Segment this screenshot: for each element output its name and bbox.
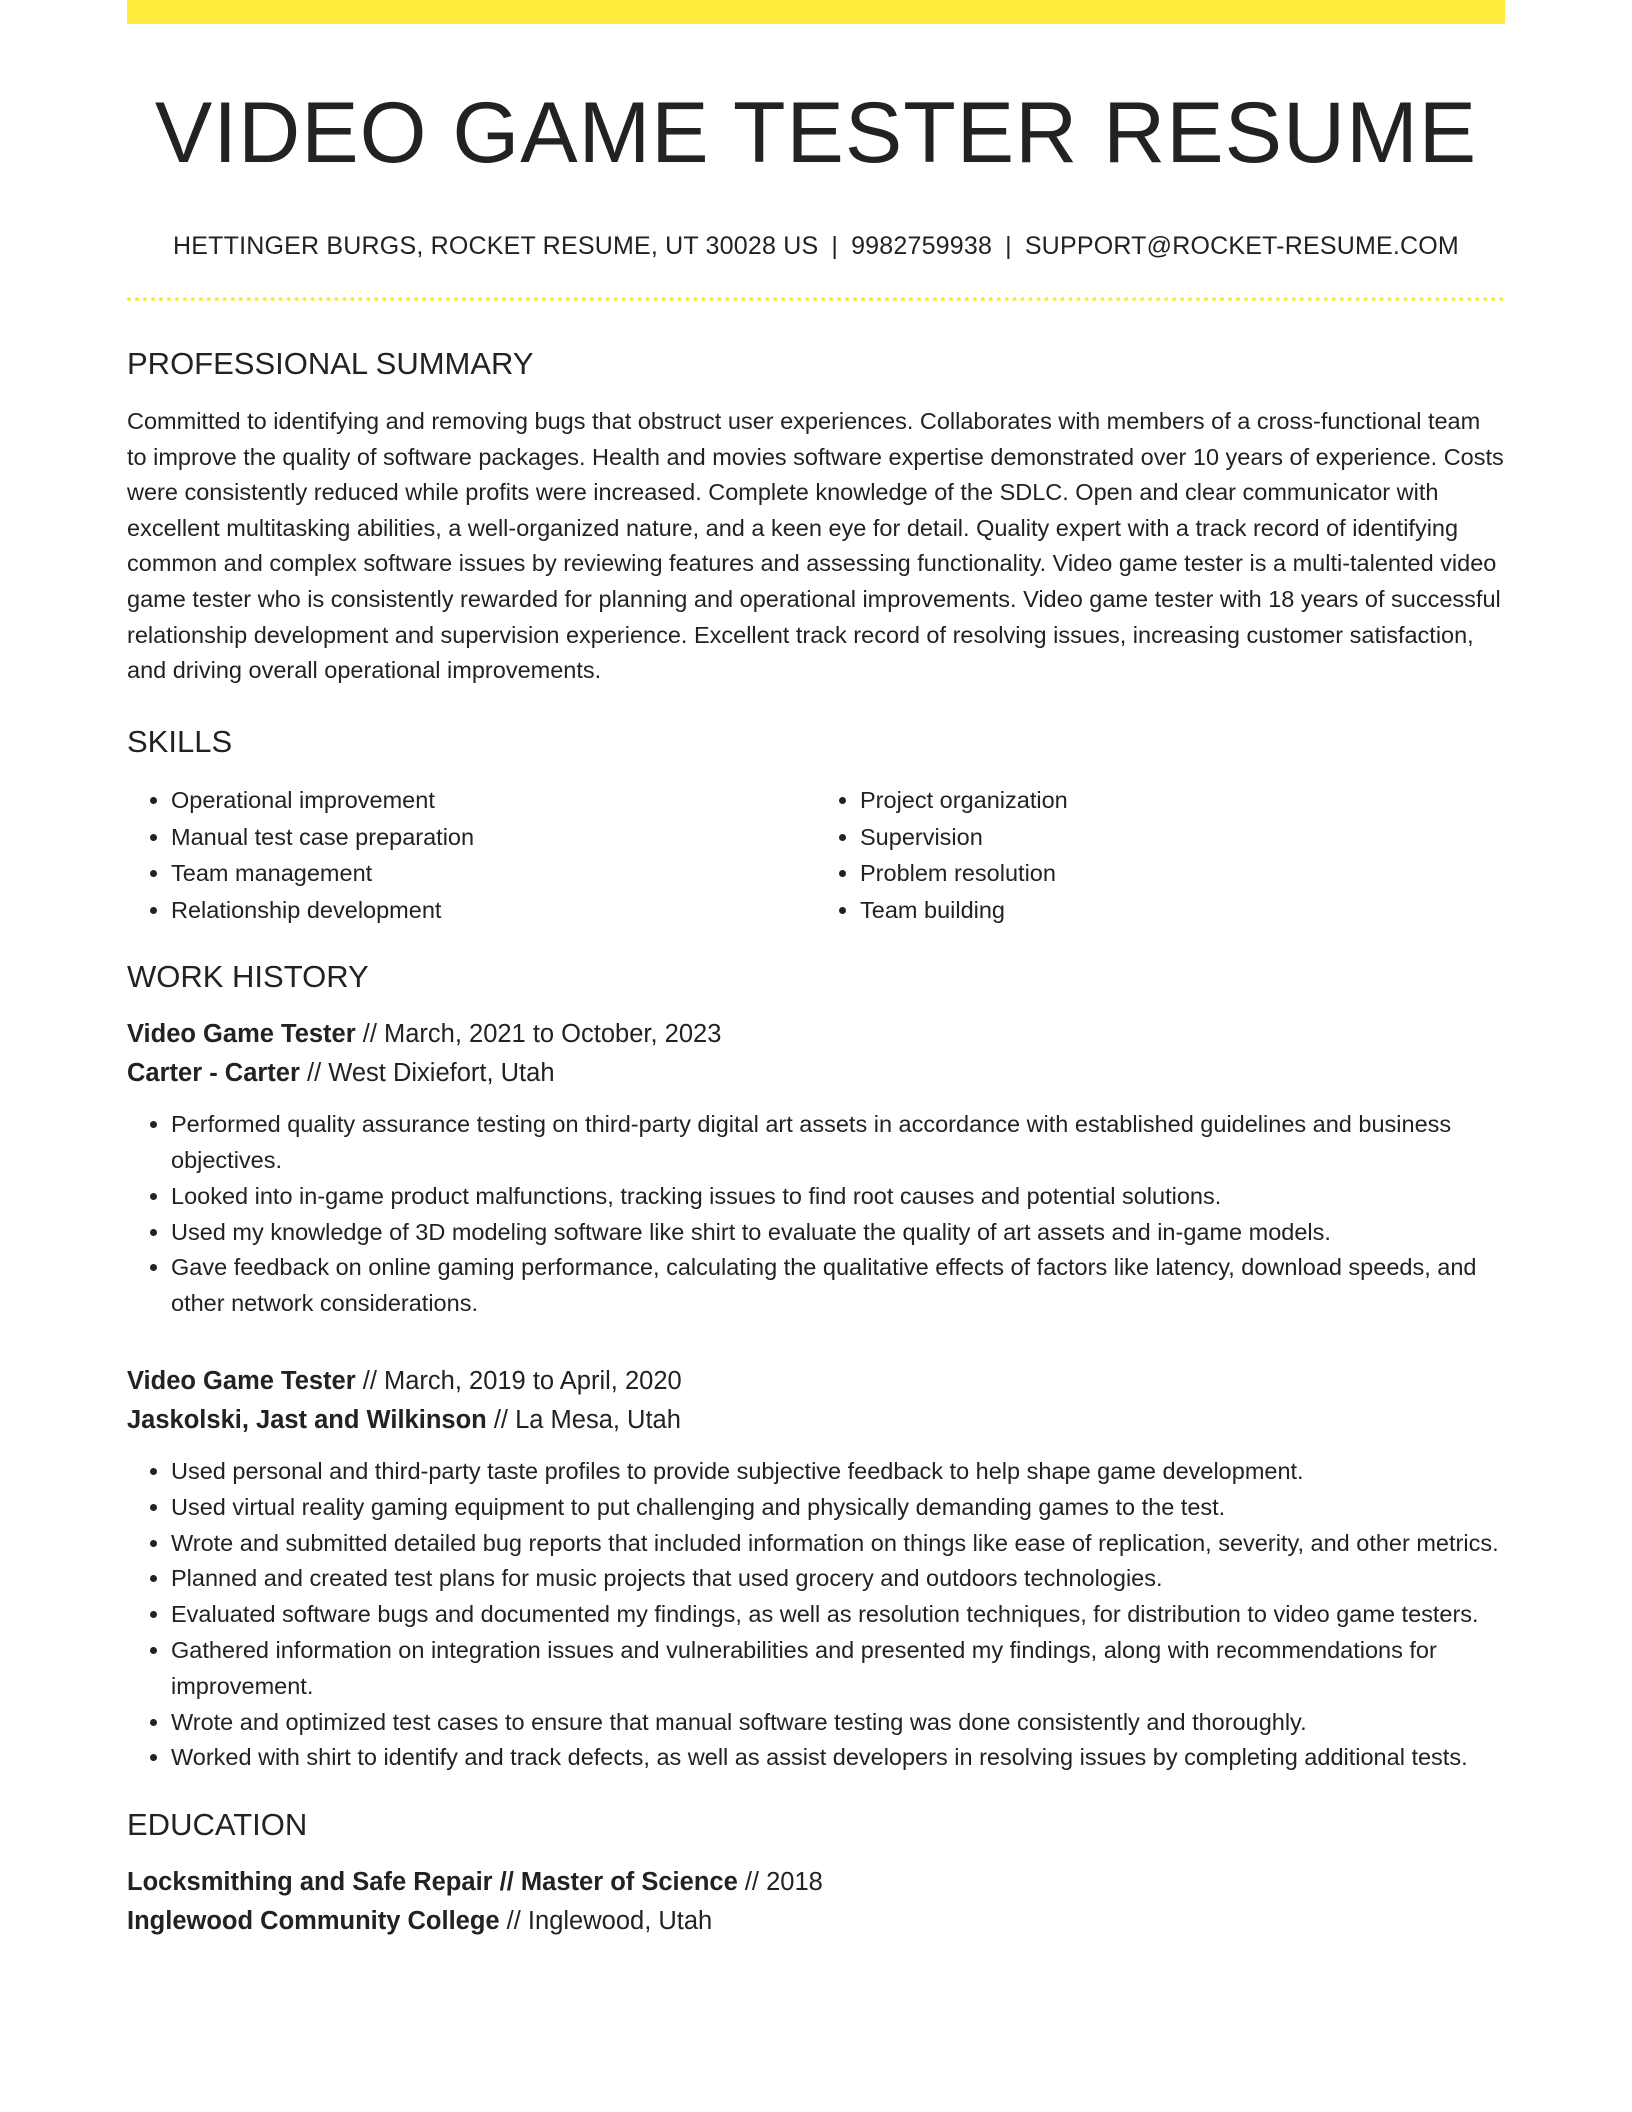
education-degree: Locksmithing and Safe Repair // Master of Science	[127, 1868, 738, 1897]
job-bullet: • Evaluated software bugs and documented my findings, as well as resolution techniques, for distribution to video game testers.	[171, 1597, 1505, 1633]
skill-item: • Operational improvement	[171, 782, 816, 819]
skill-item: • Relationship development	[171, 892, 816, 929]
job-company: Jaskolski, Jast and Wilkinson	[127, 1405, 487, 1434]
skill-item: • Team building	[860, 892, 1505, 929]
education-heading: EDUCATION	[127, 1807, 308, 1843]
education-degree-line	[127, 1863, 1505, 1902]
job-company: Carter - Carter	[127, 1059, 300, 1088]
job-company-line	[127, 1401, 1505, 1440]
skills-list	[127, 782, 1505, 928]
job-title: Video Game Tester	[127, 1366, 356, 1395]
job-bullet: • Worked with shirt to identify and track defects, as well as assist developers in resolving issues by completing additional tests.	[171, 1740, 1505, 1776]
skills-heading: SKILLS	[127, 723, 233, 759]
job-bullet: • Wrote and optimized test cases to ensure that manual software testing was done consistently and thoroughly.	[171, 1705, 1505, 1741]
skills-column-right	[816, 782, 1505, 928]
job-entry	[127, 1362, 1505, 1776]
job-company-line	[127, 1054, 1505, 1093]
job-bullet: • Planned and created test plans for music projects that used grocery and outdoors technologies.	[171, 1561, 1505, 1597]
skill-item: • Problem resolution	[860, 855, 1505, 892]
job-dates: // March, 2021 to October, 2023	[355, 1020, 722, 1049]
skill-item: • Supervision	[860, 819, 1505, 856]
job-bullet: • Performed quality assurance testing on third-party digital art assets in accordance with established guidelines and business objectives.	[171, 1107, 1505, 1179]
job-bullet: • Looked into in-game product malfunctions, tracking issues to find root causes and potential solutions.	[171, 1179, 1505, 1215]
resume-title: VIDEO GAME TESTER RESUME	[154, 85, 1478, 181]
job-bullet: • Gathered information on integration issues and vulnerabilities and presented my findings, along with recommendations for improvement.	[171, 1633, 1505, 1705]
job-entry	[127, 1015, 1505, 1322]
skill-item: • Team management	[171, 855, 816, 892]
contact-separator: |	[1005, 231, 1012, 260]
education-school: Inglewood Community College	[127, 1907, 500, 1936]
skills-column-left	[127, 782, 816, 928]
job-location: // La Mesa, Utah	[486, 1405, 681, 1434]
job-bullets	[127, 1107, 1505, 1322]
skill-item: • Manual test case preparation	[171, 819, 816, 856]
dotted-divider	[127, 297, 1505, 301]
job-bullet: • Used personal and third-party taste profiles to provide subjective feedback to help shape game development.	[171, 1454, 1505, 1490]
job-bullet: • Used virtual reality gaming equipment to put challenging and physically demanding games to the test.	[171, 1490, 1505, 1526]
job-title-line	[127, 1015, 1505, 1054]
contact-address: HETTINGER BURGS, ROCKET RESUME, UT 30028 US	[173, 231, 819, 260]
summary-heading: PROFESSIONAL SUMMARY	[127, 345, 534, 381]
contact-email: SUPPORT@ROCKET-RESUME.COM	[1024, 231, 1459, 260]
top-accent-bar	[127, 0, 1505, 24]
education-entry	[127, 1863, 1505, 1941]
job-title: Video Game Tester	[127, 1020, 356, 1049]
work-heading: WORK HISTORY	[127, 959, 369, 995]
contact-phone: 9982759938	[851, 231, 993, 260]
contact-separator: |	[831, 231, 839, 260]
job-title-line	[127, 1362, 1505, 1401]
education-school-line	[127, 1902, 1505, 1941]
education-year: // 2018	[737, 1868, 823, 1897]
job-bullets	[127, 1454, 1505, 1776]
job-bullet: • Used my knowledge of 3D modeling software like shirt to evaluate the quality of art assets and in-game models.	[171, 1215, 1505, 1251]
job-location: // West Dixiefort, Utah	[299, 1059, 555, 1088]
job-bullet: • Gave feedback on online gaming performance, calculating the qualitative effects of factors like latency, download speeds, and other network considerations.	[171, 1250, 1505, 1322]
summary-text: Committed to identifying and removing bugs that obstruct user experiences. Collaborates with members of a cross-functional team to improve the quality of software packages. Health and movies software expertise demonstrated over 10 years of experience. Costs were consistently reduced while profits were increased. Complete knowledge of the SDLC. Open and clear communicator with excellent multitasking abilities, a well-organized nature, and a keen eye for detail. Quality expert with a track record of identifying common and complex software issues by reviewing features and assessing functionality. Video game tester is a multi-talented video game tester who is consistently rewarded for planning and operational improvements. Video game tester with 18 years of successful relationship development and supervision experience. Excellent track record of resolving issues, increasing customer satisfaction, and driving overall operational improvements.	[127, 408, 1504, 684]
job-dates: // March, 2019 to April, 2020	[355, 1366, 682, 1395]
skill-item: • Project organization	[860, 782, 1505, 819]
job-bullet: • Wrote and submitted detailed bug reports that included information on things like ease of replication, severity, and other metrics.	[171, 1526, 1505, 1562]
contact-line	[127, 231, 1505, 261]
education-location: // Inglewood, Utah	[499, 1907, 713, 1936]
